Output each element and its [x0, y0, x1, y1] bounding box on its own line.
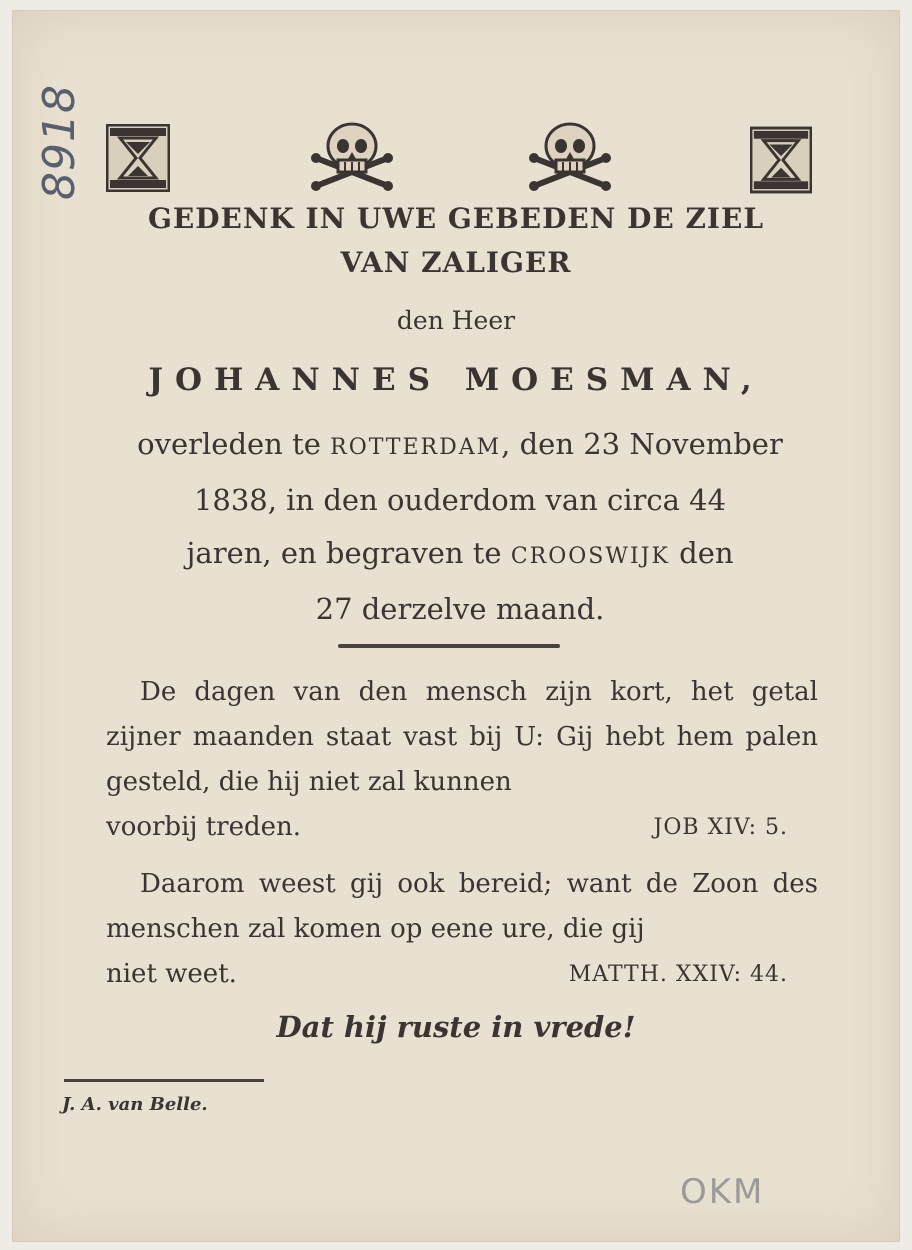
heading-line-1: GEDENK IN UWE GEBEDEN DE ZIEL [147, 202, 765, 235]
verse-matthew [106, 862, 818, 997]
verse-job [106, 670, 818, 850]
verse-job-text: De dagen van den mensch zijn kort, het getal zijner maanden staat vast bij U: Gij hebt hem palen gesteld, die hij niet zal kunnen [106, 677, 818, 797]
blessing: Dat hij ruste in vrede! [276, 1010, 636, 1044]
verse-matthew-text: Daarom weest gij ook bereid; want de Zoon des menschen zal komen op eene ure, die gij [106, 869, 818, 944]
ornament-row [0, 118, 912, 198]
skull-crossbones-icon [310, 120, 394, 194]
place-death: ROTTERDAM [330, 435, 502, 460]
heading-line-2: VAN ZALIGER [340, 246, 572, 279]
notice-line-4: 27 derzelve maand. [315, 592, 605, 626]
divider-rule [338, 644, 560, 648]
place-burial: CROOSWIJK [510, 544, 670, 569]
verse-matthew-reference: MATTH. XXIV: 44. [568, 962, 788, 987]
death-notice-text [100, 418, 820, 636]
notice-line-3: jaren, en begraven te CROOSWIJK den [186, 536, 734, 570]
verse-matthew-last: niet weet. [106, 959, 237, 989]
printer-signature: J. A. van Belle. [62, 1094, 208, 1115]
notice-line-2: 1838, in den ouderdom van circa 44 [193, 483, 727, 517]
archive-number: 8918 [34, 84, 85, 200]
pencil-note: OKM [680, 1172, 765, 1212]
salutation: den Heer [396, 306, 516, 335]
deceased-name: JOHANNES MOESMAN, [148, 362, 764, 398]
signature-rule [64, 1079, 264, 1082]
hourglass-icon [106, 124, 170, 192]
verse-job-last: voorbij treden. [106, 812, 302, 842]
skull-crossbones-icon [528, 120, 612, 194]
verse-job-reference: JOB XIV: 5. [653, 815, 788, 840]
hourglass-icon [750, 126, 812, 194]
notice-line-1: overleden te ROTTERDAM, den 23 November [137, 427, 783, 461]
